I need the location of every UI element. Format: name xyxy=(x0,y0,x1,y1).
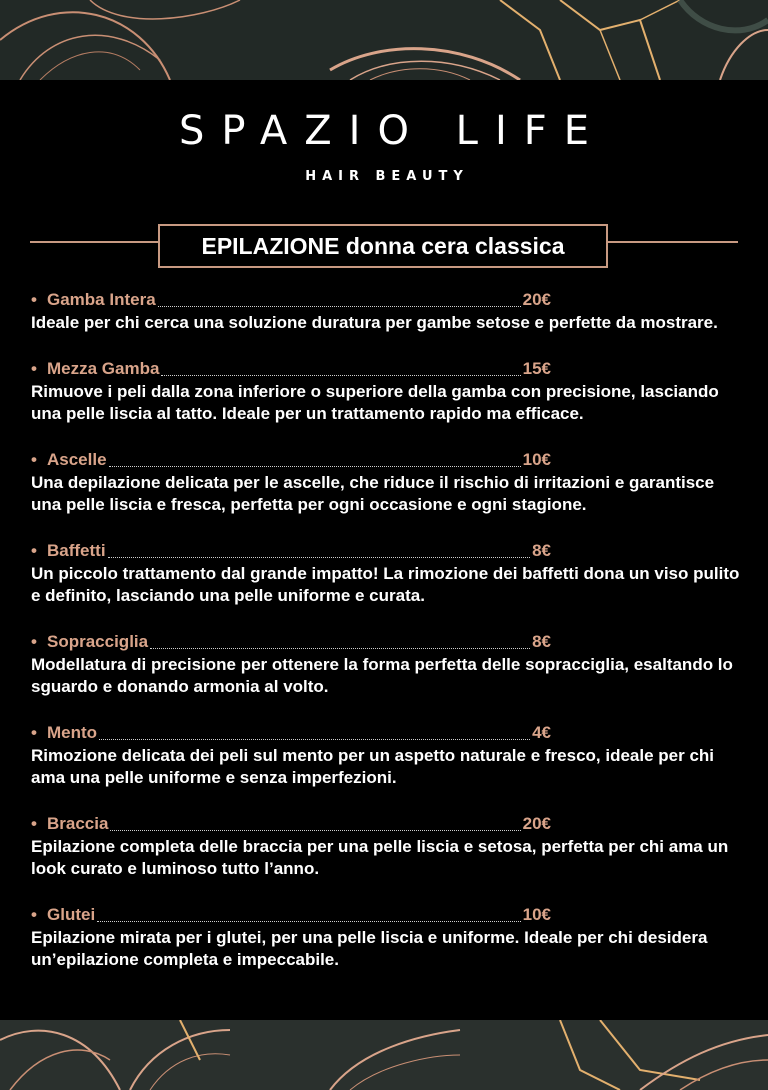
service-price: 20€ xyxy=(522,813,551,833)
service-description: Epilazione mirata per i glutei, per una pelle liscia e uniforme. Ideale per chi desidera un’epilazione completa e impeccabile. xyxy=(31,927,708,969)
service-header xyxy=(31,357,551,380)
service-price: 10€ xyxy=(522,904,551,924)
dotted-leader xyxy=(108,557,531,558)
dotted-leader xyxy=(110,830,520,831)
brand-name: SPAZIO LIFE xyxy=(178,108,607,154)
service-header xyxy=(31,812,551,835)
dotted-leader xyxy=(109,466,521,467)
bullet-dot-icon: • xyxy=(31,358,37,378)
service-description: Rimozione delicata dei peli sul mento per un aspetto naturale e fresco, ideale per chi ama una pelle uniforme e senza imperfezioni. xyxy=(31,745,715,787)
decorative-leaf-banner-top xyxy=(0,0,768,80)
service-item xyxy=(31,812,743,881)
service-name: Mezza Gamba xyxy=(47,358,160,378)
bullet-dot-icon: • xyxy=(31,540,37,560)
service-header xyxy=(31,721,551,744)
service-item xyxy=(31,288,743,335)
service-price: 20€ xyxy=(522,290,551,309)
service-header xyxy=(31,288,551,311)
dotted-leader xyxy=(97,921,520,922)
service-description: Una depilazione delicata per le ascelle, che riduce il rischio di irritazioni e garantisce una pelle liscia e fresca, perfetta per ogni occasione e ogni stagione. xyxy=(31,472,715,514)
service-header xyxy=(31,903,551,926)
service-description: Modellatura di precisione per ottenere la forma perfetta delle sopracciglia, esaltando lo sguardo e donando armonia al volto. xyxy=(31,654,733,696)
dotted-leader xyxy=(99,739,530,740)
decorative-leaf-banner-bottom xyxy=(0,1020,768,1090)
service-item xyxy=(31,448,743,517)
service-name: Braccia xyxy=(47,813,109,833)
service-price: 15€ xyxy=(522,358,551,378)
section-title: EPILAZIONE donna cera classica xyxy=(158,224,608,268)
service-header xyxy=(31,448,551,471)
leaf-pattern-icon xyxy=(0,1020,768,1090)
bullet-dot-icon: • xyxy=(31,904,37,924)
service-price: 10€ xyxy=(522,449,551,469)
service-description: Un piccolo trattamento dal grande impatto! La rimozione dei baffetti dona un viso pulito e definito, lasciando una pelle uniforme e curata. xyxy=(31,563,740,605)
leaf-pattern-icon xyxy=(0,0,768,80)
service-header xyxy=(31,539,551,562)
bullet-dot-icon: • xyxy=(31,631,37,651)
service-item xyxy=(31,630,743,699)
bullet-dot-icon: • xyxy=(31,449,37,469)
service-name: Mento xyxy=(47,722,98,742)
bullet-dot-icon: • xyxy=(31,290,37,309)
service-description: Epilazione completa delle braccia per una pelle liscia e setosa, perfetta per chi ama un look curato e luminoso tutto l’anno. xyxy=(31,836,729,878)
service-price: 8€ xyxy=(532,540,551,560)
service-item xyxy=(31,539,743,608)
service-list xyxy=(31,288,743,994)
section-divider-right xyxy=(608,241,738,243)
service-header xyxy=(31,630,551,653)
service-name: Ascelle xyxy=(47,449,107,469)
dotted-leader xyxy=(158,306,521,307)
service-price: 4€ xyxy=(532,722,551,742)
service-description: Rimuove i peli dalla zona inferiore o superiore della gamba con precisione, lasciando una pelle liscia al tatto. Ideale per un trattamento rapido ma efficace. xyxy=(31,381,719,423)
bullet-dot-icon: • xyxy=(31,722,37,742)
service-item xyxy=(31,903,743,972)
section-divider-left xyxy=(30,241,158,243)
brand-tagline: HAIR BEAUTY xyxy=(305,169,469,184)
service-item xyxy=(31,721,743,790)
service-name: Sopracciglia xyxy=(47,631,149,651)
service-item xyxy=(31,357,743,426)
dotted-leader xyxy=(161,375,520,376)
dotted-leader xyxy=(150,648,530,649)
service-name: Baffetti xyxy=(47,540,106,560)
service-name: Glutei xyxy=(47,904,96,924)
service-name: Gamba Intera xyxy=(47,290,156,309)
service-price: 8€ xyxy=(532,631,551,651)
bullet-dot-icon: • xyxy=(31,813,37,833)
service-description: Ideale per chi cerca una soluzione duratura per gambe setose e perfette da mostrare. xyxy=(31,313,718,332)
